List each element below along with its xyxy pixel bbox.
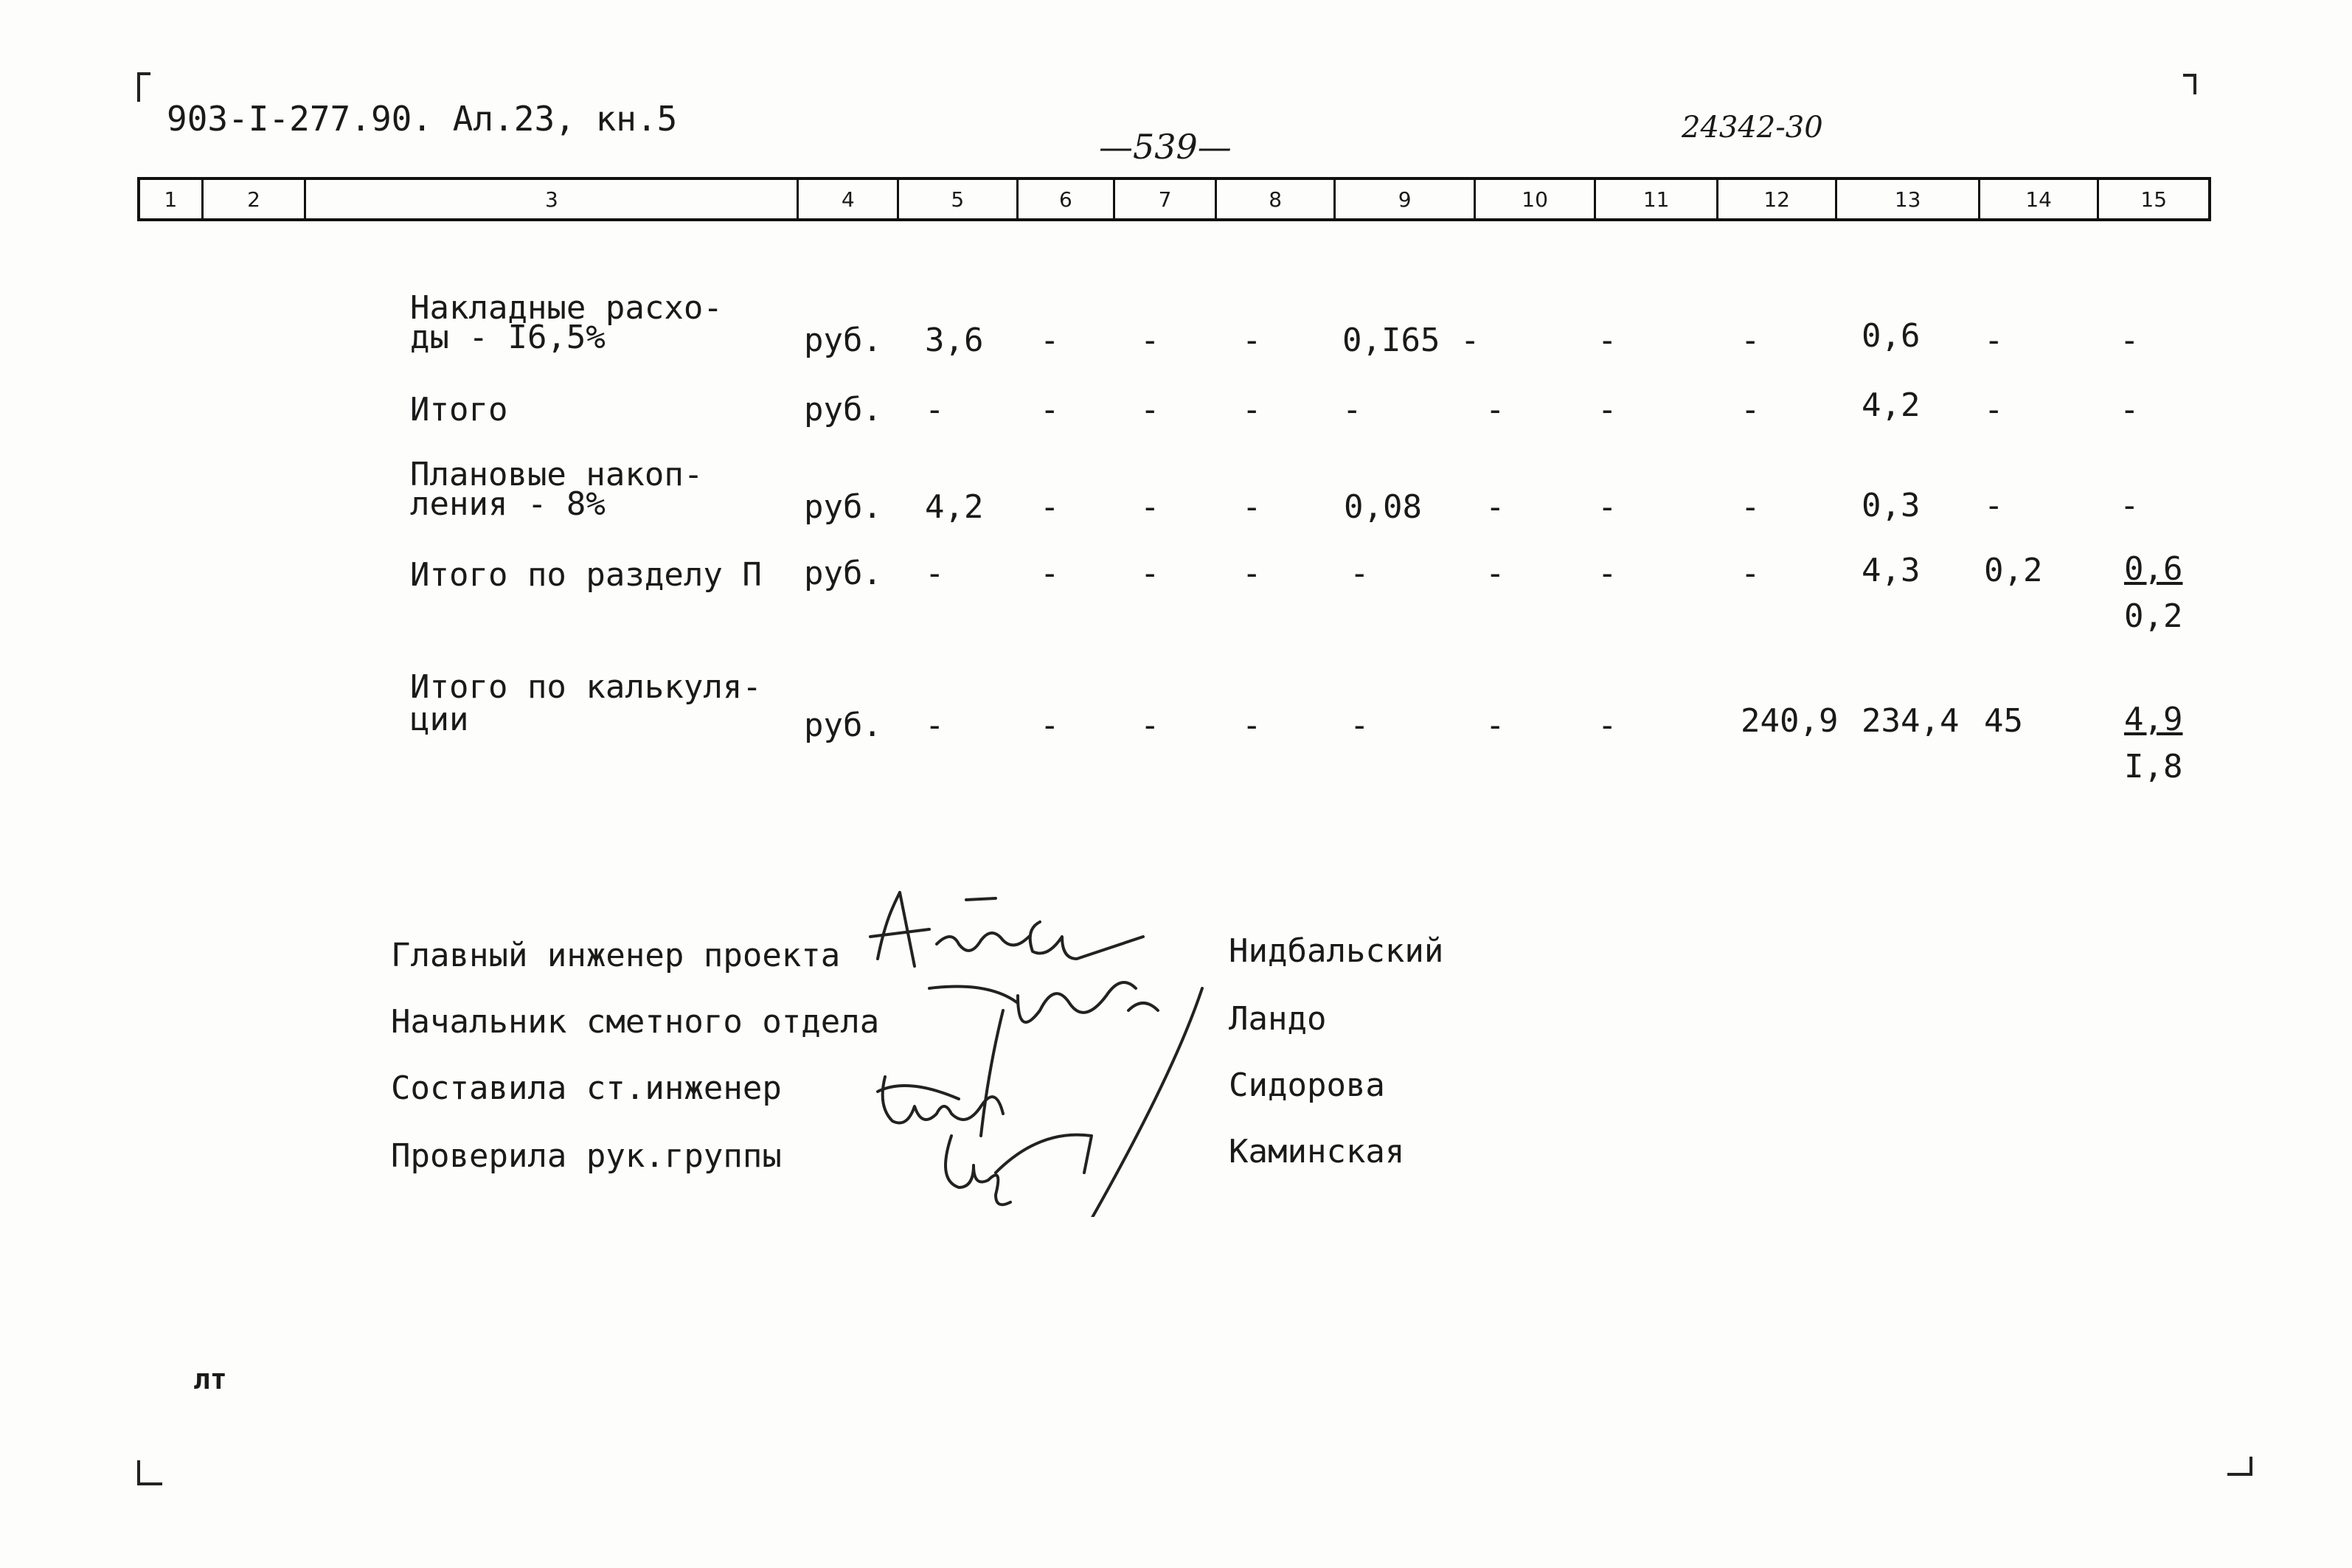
value-cell: 3,6 [925,322,984,359]
fraction-denominator: I,8 [2124,748,2183,785]
value-cell: - [1242,488,1262,526]
signatory-role: Главный инженер проекта [391,937,841,974]
unit-cell: руб. [804,555,882,592]
value-cell: - [1140,488,1160,526]
value-cell: - [1140,391,1160,429]
row-label-line: Плановые накоп- [410,456,704,493]
value-cell: - [1242,707,1262,744]
fraction-numerator: 0,6 [2124,550,2183,588]
value-cell: - [1040,322,1060,359]
value-cell: - [1140,707,1160,744]
value-cell: - [925,391,945,429]
unit-cell: руб. [804,488,882,526]
value-cell: - [1598,488,1617,526]
column-number: 7 [1115,180,1217,218]
value-cell: - [1140,555,1160,592]
signatory-role: Составила ст.инженер [391,1069,782,1107]
value-cell: - [925,707,945,744]
signatory-name: Ландо [1229,1000,1327,1038]
document-reference: 903-I-277.90. Ал.23, кн.5 [167,99,678,139]
value-cell: - [1350,707,1370,744]
signatory-name: Каминская [1229,1133,1405,1170]
table-row [0,550,2352,635]
fraction-cell [2124,696,2182,791]
signatory-role: Начальник сметного отдела [391,1003,880,1041]
value-cell: - [1140,322,1160,359]
value-cell: - [1485,555,1505,592]
column-number: 1 [140,180,204,218]
column-number: 12 [1718,180,1838,218]
value-cell: - [1242,391,1262,429]
value-cell: - [1342,391,1362,429]
value-cell: - [1741,555,1760,592]
footer-mark: лт [193,1363,227,1395]
column-number: 6 [1019,180,1116,218]
value-cell: - [1741,391,1760,429]
row-label-line: ды - I6,5% [410,319,606,356]
value-cell: 4,3 [1862,552,1921,589]
column-number: 9 [1336,180,1475,218]
page-number: —539— [1099,127,1232,167]
value-cell: - [1485,707,1505,744]
value-cell: - [2120,322,2140,359]
value-cell: - [2120,391,2140,429]
corner-mark-bottom-right [2227,1457,2252,1476]
column-number: 4 [799,180,899,218]
value-cell: 0,I65 [1342,322,1440,359]
column-number: 11 [1596,180,1718,218]
row-label-line: Итого по разделу П [410,556,762,594]
value-cell: - [1741,488,1760,526]
value-cell: - [1040,555,1060,592]
fraction-denominator: 0,2 [2124,597,2183,635]
row-label-line: ления - 8% [410,485,606,523]
row-label-line: Итого по калькуля- [410,668,762,706]
column-number: 5 [899,180,1019,218]
value-cell: 4,2 [925,488,984,526]
value-cell: 0,6 [1862,317,1921,355]
fraction-cell [2124,546,2182,640]
fraction-numerator: 4,9 [2124,701,2183,738]
table-row [0,456,2352,534]
row-label-line: Итого [410,391,508,429]
value-cell: 0,08 [1344,488,1422,526]
corner-mark-top-left [137,72,150,102]
value-cell: - [925,555,945,592]
column-number: 2 [204,180,307,218]
value-cell: - [1485,391,1505,429]
column-number: 8 [1217,180,1336,218]
column-number: 14 [1980,180,2100,218]
value-cell: - [1040,488,1060,526]
unit-cell: руб. [804,322,882,359]
signatory-name: Нидбальский [1229,932,1444,970]
value-cell: - [2120,487,2140,524]
table-row [0,668,2352,785]
value-cell: - [1984,322,2004,359]
value-cell: - [1242,322,1262,359]
value-cell: 240,9 [1741,702,1839,740]
handwritten-signatures [848,878,1261,1217]
unit-cell: руб. [804,391,882,429]
column-number: 10 [1476,180,1597,218]
value-cell: 45 [1984,702,2023,740]
value-cell: - [1460,322,1480,359]
value-cell: - [1350,555,1370,592]
corner-mark-bottom-left [137,1460,162,1485]
value-cell: - [1984,487,2004,524]
value-cell: 0,2 [1984,552,2043,589]
table-row [0,386,2352,460]
value-cell: - [1598,322,1617,359]
value-cell: - [1741,322,1760,359]
table-row [0,289,2352,367]
value-cell: - [1040,391,1060,429]
value-cell: 4,2 [1862,386,1921,424]
value-cell: - [1598,555,1617,592]
value-cell: - [1485,488,1505,526]
value-cell: - [1242,555,1262,592]
value-cell: - [1984,391,2004,429]
archive-number: 24342-30 [1682,111,1823,145]
value-cell: 0,3 [1862,487,1921,524]
row-label-line: Накладные расхо- [410,289,723,327]
value-cell: - [1598,707,1617,744]
column-number: 15 [2140,187,2168,212]
column-number-bar [137,177,2211,221]
corner-mark-top-right [2183,74,2196,94]
signatory-role: Проверила рук.группы [391,1137,782,1175]
unit-cell: руб. [804,707,882,744]
column-number: 13 [1837,180,1980,218]
value-cell: - [1040,707,1060,744]
row-label-line: ции [410,701,469,738]
column-number: 3 [306,180,799,218]
signatory-name: Сидорова [1229,1066,1385,1104]
value-cell: - [1598,391,1617,429]
value-cell: 234,4 [1862,702,1960,740]
